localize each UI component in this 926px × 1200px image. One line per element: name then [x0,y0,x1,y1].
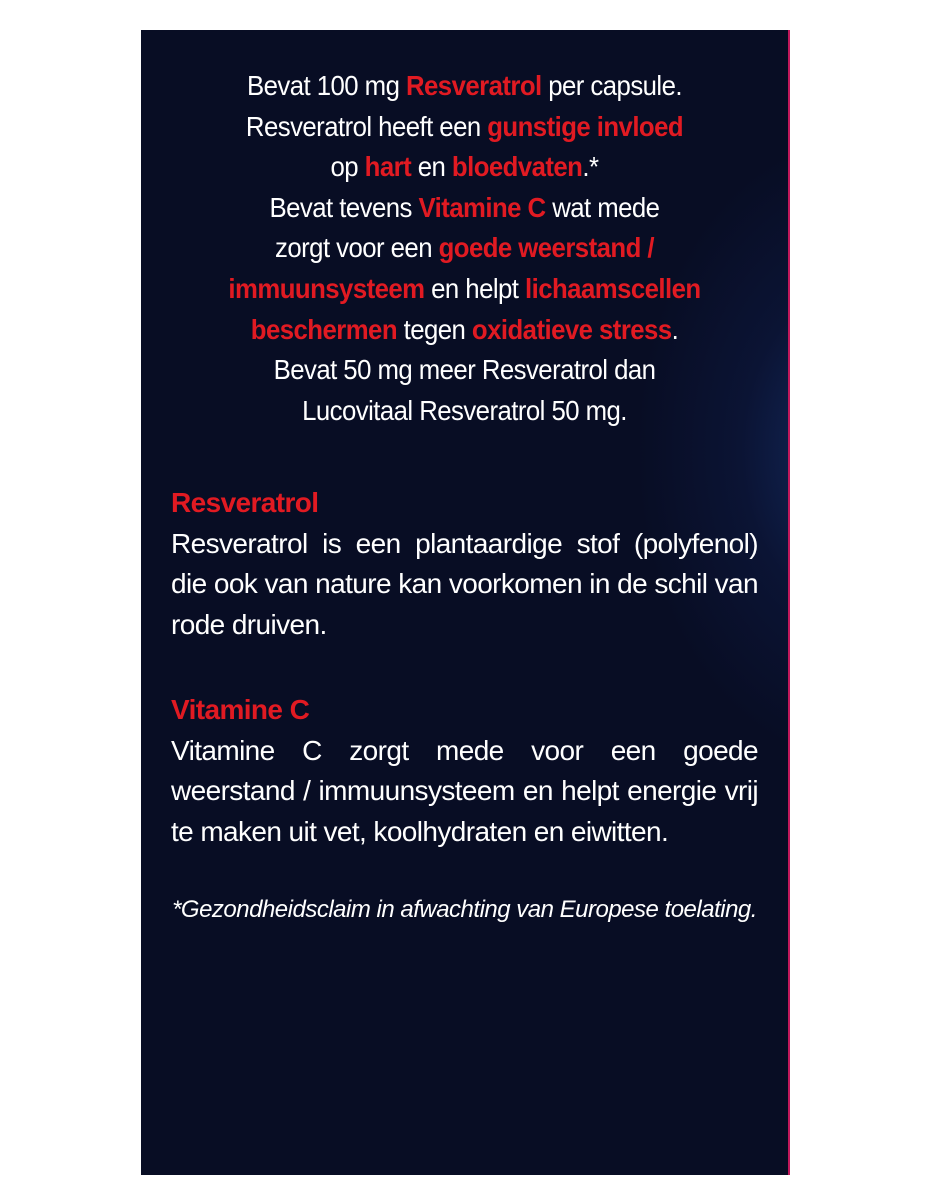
highlight-text: Resveratrol [405,70,542,101]
intro-text-span: Resveratrol heeft een [245,110,488,142]
product-info-panel [141,30,790,1175]
section-body: Resveratrol is een plantaardige stof (polyfenol) die ook van nature kan voorkomen in de schil van rode druiven. [171,527,758,640]
intro-text-span: per capsule. [541,70,682,101]
intro-line [194,269,734,310]
intro-text-span: en [411,151,452,183]
intro-line [194,188,734,229]
intro-text-span: .* [582,151,599,183]
intro-line [194,107,734,148]
intro-line [194,66,734,107]
highlight-text: beschermen [250,313,398,345]
health-claim-footnote: *Gezondheidsclaim in afwachting van Europese toelating. [172,896,757,924]
highlight-text: Vitamine C [418,191,546,223]
section-title: Resveratrol [171,487,319,519]
highlight-text: bloedvaten [451,151,583,183]
intro-text-span: tegen [397,313,472,345]
section-title: Vitamine C [171,694,310,726]
intro-line: Bevat 50 mg meer Resveratrol dan [273,354,656,386]
intro-text-span: zorgt voor een [275,232,439,264]
highlight-text: lichaamscellen [525,272,701,304]
intro-line [194,147,734,188]
highlight-text: hart [364,151,412,183]
section-resveratrol [171,483,758,645]
intro-text-span: Bevat 100 mg [247,70,406,101]
highlight-text: oxidatieve stress [471,313,672,345]
intro-text-span: op [330,151,365,183]
highlight-text: gunstige invloed [487,110,684,142]
highlight-text: goede weerstand / [438,232,654,264]
intro-line: Lucovitaal Resveratrol 50 mg. [302,394,627,426]
section-body: Vitamine C zorgt mede voor een goede weerstand / immuunsysteem en helpt energie vrij te maken uit vet, koolhydraten en eiwitten. [171,734,758,847]
highlight-text: immuunsysteem [228,272,425,304]
intro-line [194,310,734,351]
intro-text-span: . [671,313,679,345]
intro-text-span: wat mede [545,191,660,223]
intro-line [194,228,734,269]
intro-text [194,66,734,431]
intro-text-span: Bevat tevens [269,191,419,223]
intro-text-span: en helpt [424,272,526,304]
section-vitamine-c [171,690,758,852]
panel-content [171,66,758,926]
